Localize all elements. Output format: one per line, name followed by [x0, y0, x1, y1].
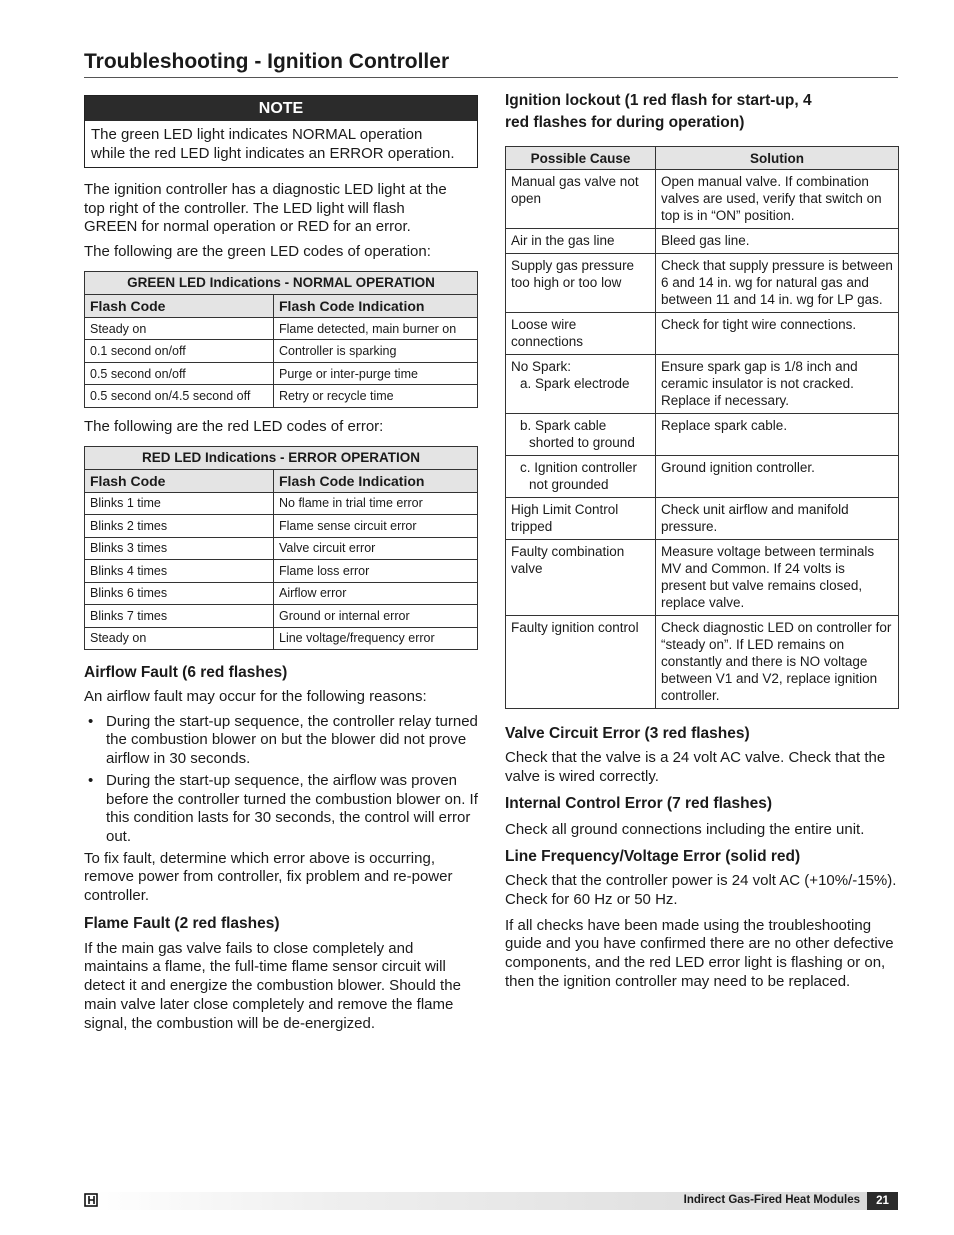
airflow-bullets: [84, 713, 478, 847]
list-item: • During the start-up sequence, the airflow was proven before the controller turned the combustion blower on. If this condition lasts for 30 seconds, the control will error out.: [84, 772, 478, 847]
list-item: • During the start-up sequence, the controller relay turned the combustion blower on but the blower did not prove airflow in 30 seconds.: [84, 713, 478, 769]
green-table-caption: GREEN LED Indications - NORMAL OPERATION: [85, 271, 478, 294]
red-table-col-flash-code: Flash Code: [85, 469, 274, 492]
table-row: [85, 515, 478, 538]
flash-indication: Retry or recycle time: [274, 385, 478, 408]
note-line-2: while the red LED light indicates an ERROR operation.: [91, 144, 455, 162]
left-column: [84, 95, 478, 1033]
flash-indication: Flame sense circuit error: [274, 515, 478, 538]
lockout-heading-line-2: red flashes for during operation): [505, 114, 745, 131]
table-row: [85, 560, 478, 583]
table-row: [85, 340, 478, 363]
flash-code: 0.5 second on/4.5 second off: [85, 385, 274, 408]
internal-heading: Internal Control Error (7 red flashes): [505, 795, 772, 813]
flash-code: Blinks 1 time: [85, 492, 274, 515]
red-intro: The following are the red LED codes of error:: [84, 417, 384, 435]
flash-indication: No flame in trial time error: [274, 492, 478, 515]
table-row: [85, 362, 478, 385]
valve-text: Check that the valve is a 24 volt AC valve. Check that the valve is wired correctly.: [505, 749, 886, 785]
table-row: [506, 313, 899, 355]
lockout-col-cause: Possible Cause: [506, 147, 656, 170]
line-text-1: Check that the controller power is 24 volt AC (+10%/-15%). Check for 60 Hz or 50 Hz.: [505, 872, 897, 908]
solution-cell: Replace spark cable.: [656, 414, 899, 456]
red-table-col-indication: Flash Code Indication: [274, 469, 478, 492]
flash-code: 0.5 second on/off: [85, 362, 274, 385]
cause-label: No Spark:: [511, 359, 572, 374]
flash-indication: Airflow error: [274, 582, 478, 605]
table-row: [85, 385, 478, 408]
cause-cell: Manual gas valve not open: [506, 170, 656, 229]
flash-code: Blinks 4 times: [85, 560, 274, 583]
cause-cell: [506, 414, 656, 456]
cause-cell: Faulty ignition control: [506, 616, 656, 709]
lockout-heading: [505, 90, 899, 134]
solution-cell: Check that supply pressure is between 6 and 14 in. wg for natural gas and between 11 and 14 in. wg for LP gas.: [656, 254, 899, 313]
green-intro: The following are the green LED codes of operation:: [84, 243, 431, 261]
flash-code: 0.1 second on/off: [85, 340, 274, 363]
table-row: [85, 492, 478, 515]
green-table-col-indication: Flash Code Indication: [274, 294, 478, 317]
green-table-col-flash-code: Flash Code: [85, 294, 274, 317]
flash-code: Steady on: [85, 627, 274, 650]
right-column: [505, 90, 899, 991]
solution-cell: Ground ignition controller.: [656, 456, 899, 498]
flash-indication: Flame detected, main burner on: [274, 317, 478, 340]
flash-code: Blinks 2 times: [85, 515, 274, 538]
flash-code: Steady on: [85, 317, 274, 340]
table-row: [85, 582, 478, 605]
cause-cell: [506, 355, 656, 414]
flame-text: If the main gas valve fails to close completely and maintains a flame, the full-time flame sensor circuit will detect it and energize the combustion blower. Should the main valve later close completely and remove the flame signal, the combustion will be de-energized.: [84, 939, 461, 1032]
page-number: 21: [867, 1192, 898, 1210]
table-row: [506, 414, 899, 456]
airflow-intro: An airflow fault may occur for the following reasons:: [84, 688, 427, 706]
cause-sub-label: b. Spark cable shorted to ground: [520, 418, 635, 450]
cause-cell: Faulty combination valve: [506, 540, 656, 616]
flash-indication: Flame loss error: [274, 560, 478, 583]
table-row: [85, 605, 478, 628]
table-row: [506, 616, 899, 709]
title-rule: [84, 77, 898, 78]
flash-indication: Purge or inter-purge time: [274, 362, 478, 385]
solution-cell: Open manual valve. If combination valves are used, verify that switch on top is in “ON” position.: [656, 170, 899, 229]
table-row: [85, 317, 478, 340]
line-heading: Line Frequency/Voltage Error (solid red): [505, 848, 801, 866]
intro-paragraph: The ignition controller has a diagnostic LED light at the top right of the controller. The LED light will flash GREEN for normal operation or RED for an error.: [84, 181, 447, 236]
table-row: [506, 456, 899, 498]
lockout-table: [505, 146, 899, 709]
note-body: [85, 121, 477, 167]
table-row: [85, 627, 478, 650]
cause-cell: Air in the gas line: [506, 229, 656, 254]
flash-indication: Ground or internal error: [274, 605, 478, 628]
cause-sub-label: c. Ignition controller not grounded: [520, 460, 638, 492]
solution-cell: Ensure spark gap is 1/8 inch and ceramic insulator is not cracked. Replace if necessary.: [656, 355, 899, 414]
note-line-1: The green LED light indicates NORMAL operation: [91, 126, 423, 143]
table-row: [506, 229, 899, 254]
table-row: [506, 254, 899, 313]
cause-cell: Supply gas pressure too high or too low: [506, 254, 656, 313]
table-row: [506, 355, 899, 414]
flash-code: Blinks 7 times: [85, 605, 274, 628]
cause-cell: High Limit Control tripped: [506, 498, 656, 540]
internal-text: Check all ground connections including the entire unit.: [505, 821, 865, 839]
page-title: Troubleshooting - Ignition Controller: [84, 50, 450, 73]
flash-indication: Controller is sparking: [274, 340, 478, 363]
flash-indication: Line voltage/frequency error: [274, 627, 478, 650]
cause-cell: [506, 456, 656, 498]
airflow-fix: To fix fault, determine which error above is occurring, remove power from controller, fix problem and re-power controller.: [84, 849, 453, 905]
valve-heading: Valve Circuit Error (3 red flashes): [505, 725, 750, 742]
solution-cell: Bleed gas line.: [656, 229, 899, 254]
lockout-heading-line-1: Ignition lockout (1 red flash for start-up, 4: [505, 92, 812, 109]
solution-cell: Measure voltage between terminals MV and Common. If 24 volts is present but valve remains closed, replace valve.: [656, 540, 899, 616]
brand-logo-icon: [84, 1193, 98, 1207]
table-row: [506, 540, 899, 616]
flame-heading: Flame Fault (2 red flashes): [84, 914, 280, 932]
airflow-heading: Airflow Fault (6 red flashes): [84, 664, 288, 682]
solution-cell: Check diagnostic LED on controller for “steady on”. If LED remains on constantly and there is NO voltage between V1 and V2, replace ignition controller.: [656, 616, 899, 709]
cause-cell: Loose wire connections: [506, 313, 656, 355]
red-table-caption: RED LED Indications - ERROR OPERATION: [85, 446, 478, 469]
table-row: [506, 498, 899, 540]
red-led-table: [84, 446, 478, 651]
note-box: [84, 95, 478, 168]
green-led-table: [84, 271, 478, 408]
footer-document-title: Indirect Gas-Fired Heat Modules: [683, 1194, 860, 1206]
flash-code: Blinks 6 times: [85, 582, 274, 605]
flash-code: Blinks 3 times: [85, 537, 274, 560]
table-row: [85, 537, 478, 560]
note-heading: NOTE: [85, 96, 477, 121]
solution-cell: Check unit airflow and manifold pressure.: [656, 498, 899, 540]
line-text-2: If all checks have been made using the troubleshooting guide and you have confirmed there are no other defective components, and the red LED error light is flashing or on, then the ignition controller may need to be replaced.: [505, 916, 894, 990]
table-row: [506, 170, 899, 229]
cause-sub-label: a. Spark electrode: [520, 376, 630, 391]
solution-cell: Check for tight wire connections.: [656, 313, 899, 355]
lockout-col-solution: Solution: [656, 147, 899, 170]
flash-indication: Valve circuit error: [274, 537, 478, 560]
